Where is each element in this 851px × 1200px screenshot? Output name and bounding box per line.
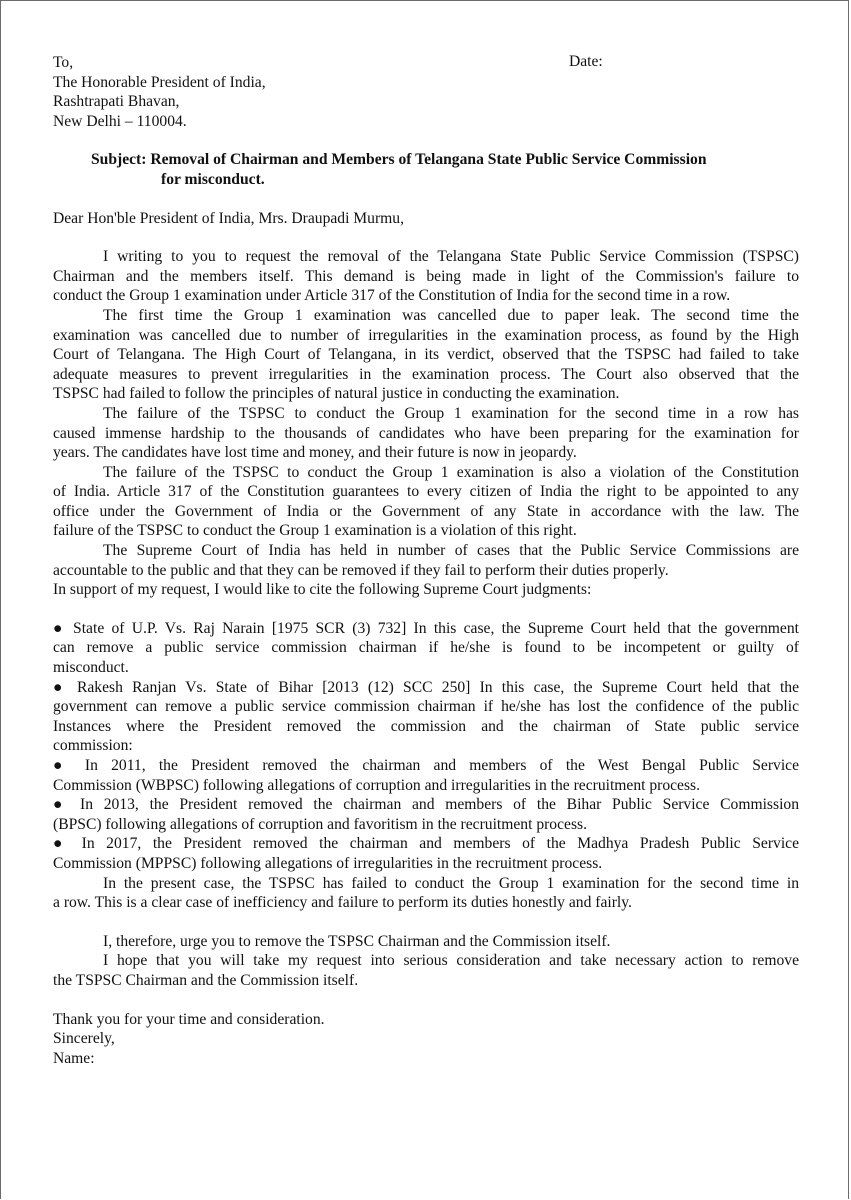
thanks-line: Thank you for your time and consideration. — [53, 1010, 325, 1028]
p2-line: Court of Telangana. The High Court of Telangana, in its verdict, observed that the TSPSC had failed to take — [53, 346, 799, 364]
address-block — [53, 53, 799, 131]
name-line: Name: — [53, 1049, 95, 1067]
p1-line: conduct the Group 1 examination under Article 317 of the Constitution of India for the second time in a row. — [53, 287, 731, 305]
subject-line — [53, 150, 799, 189]
b1-line: ● State of U.P. Vs. Raj Narain [1975 SCR (3) 732] In this case, the Supreme Court held that the government — [53, 619, 799, 637]
p1-line: I writing to you to request the removal of the Telangana State Public Service Commission (TSPSC) — [103, 248, 799, 266]
b2-line: Instances where the President removed the commission and the chairman of State public service — [53, 717, 799, 735]
p2-line: examination was cancelled due to number of irregularities in the examination process, as found by the High — [53, 326, 799, 344]
p2-line: The first time the Group 1 examination was cancelled due to paper leak. The second time the — [103, 306, 799, 324]
p3-line: caused immense hardship to the thousands of candidates who have been preparing for the examination for — [53, 424, 799, 442]
to-line: To, — [53, 54, 74, 71]
bullet-item-4 — [53, 795, 799, 834]
p7-line: In the present case, the TSPSC has failed to conduct the Group 1 examination for the second time in — [103, 874, 799, 892]
letter-content — [53, 53, 799, 1068]
p9-line: I hope that you will take my request into serious consideration and take necessary action to remove — [103, 952, 799, 970]
b5-line: Commission (MPPSC) following allegations of irregularities in the recruitment process. — [53, 854, 603, 872]
p5-line: accountable to the public and that they can be removed if they fail to perform their duties properly. — [53, 561, 669, 579]
p3-line: The failure of the TSPSC to conduct the Group 1 examination for the second time in a row has — [103, 404, 799, 422]
b4-line: (BPSC) following allegations of corruption and favoritism in the recruitment process. — [53, 815, 587, 833]
p2-line: TSPSC had failed to follow the principles of natural justice in conducting the examination. — [53, 385, 620, 403]
b1-line: can remove a public service commission chairman if he/she is found to be incompetent or guilty of — [53, 639, 799, 657]
bullet-item-2 — [53, 678, 799, 756]
place-line: Rashtrapati Bhavan, — [53, 93, 180, 111]
b4-line: ● In 2013, the President removed the chairman and members of the Bihar Public Service Commission — [53, 796, 799, 814]
b2-line: government can remove a public service commission chairman if he/she has lost the confidence of the public — [53, 698, 799, 716]
p4-line: The failure of the TSPSC to conduct the Group 1 examination is also a violation of the Constitution — [103, 463, 799, 481]
paragraph-6: In support of my request, I would like to cite the following Supreme Court judgments: — [53, 581, 592, 599]
p4-line: office under the Government of India or the Government of any State in accordance with the law. The — [53, 502, 799, 520]
paragraph-5 — [53, 541, 799, 580]
addressee-line: The Honorable President of India, — [53, 73, 266, 91]
p4-line: of India. Article 317 of the Constitution guarantees to every citizen of India the right to be appointed to any — [53, 483, 799, 501]
b2-line: commission: — [53, 737, 133, 755]
paragraph-2 — [53, 306, 799, 404]
p3-line: years. The candidates have lost time and money, and their future is now in jeopardy. — [53, 444, 577, 462]
b3-line: ● In 2011, the President removed the chairman and members of the West Bengal Public Service — [53, 757, 799, 774]
salutation: Dear Hon'ble President of India, Mrs. Draupadi Murmu, — [53, 209, 404, 227]
paragraph-7 — [53, 874, 799, 913]
b5-line: ● In 2017, the President removed the chairman and members of the Madhya Pradesh Public Service — [53, 835, 799, 853]
p9-line: the TSPSC Chairman and the Commission itself. — [53, 971, 359, 989]
paragraph-1 — [53, 247, 799, 306]
b1-line: misconduct. — [53, 659, 129, 677]
p7-line: a row. This is a clear case of inefficiency and failure to perform its duties honestly and fairly. — [53, 894, 632, 912]
bullet-item-5 — [53, 834, 799, 873]
paragraph-4 — [53, 463, 799, 541]
subject-text-2: for misconduct. — [161, 170, 265, 188]
b2-line: ● Rakesh Ranjan Vs. State of Bihar [2013 (12) SCC 250] In this case, the Supreme Court held that the — [53, 678, 799, 696]
b3-line: Commission (WBPSC) following allegations of corruption and irregularities in the recruitment process. — [53, 776, 701, 794]
bullet-item-1 — [53, 619, 799, 678]
p4-line: failure of the TSPSC to conduct the Group 1 examination is a violation of this right. — [53, 522, 577, 540]
paragraph-3 — [53, 404, 799, 463]
sincerely-line: Sincerely, — [53, 1030, 115, 1048]
subject-text-1: Subject: Removal of Chairman and Members of Telangana State Public Service Commission — [91, 151, 707, 169]
city-line: New Delhi – 110004. — [53, 112, 187, 130]
paragraph-8: I, therefore, urge you to remove the TSPSC Chairman and the Commission itself. — [103, 932, 611, 950]
p2-line: adequate measures to prevent irregularities in the examination process. The Court also observed that the — [53, 365, 799, 383]
p5-line: The Supreme Court of India has held in number of cases that the Public Service Commissions are — [103, 542, 799, 560]
p1-line: Chairman and the members itself. This demand is being made in light of the Commission's failure to — [53, 267, 799, 285]
date-label: Date: — [569, 53, 603, 70]
bullet-item-3 — [53, 756, 799, 795]
paragraph-9 — [53, 951, 799, 990]
